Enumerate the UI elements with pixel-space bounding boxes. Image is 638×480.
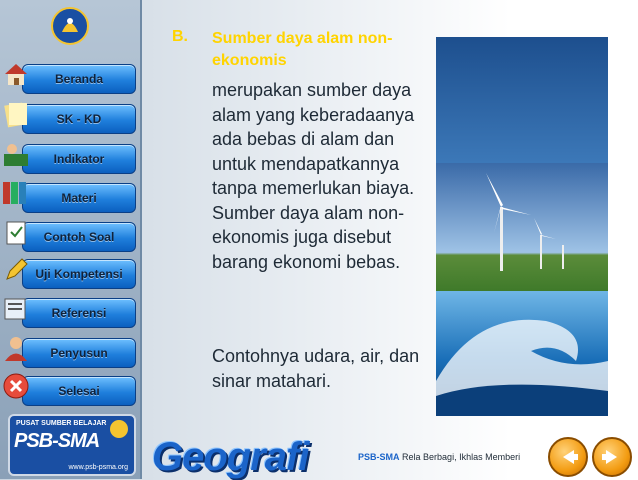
nav-label: SK - KD xyxy=(56,112,102,126)
nav-label: Uji Kompetensi xyxy=(35,267,123,281)
nav-materi-button[interactable] xyxy=(22,183,136,213)
nav-label: Penyusun xyxy=(50,346,108,360)
nav-sk-kd-button[interactable] xyxy=(22,104,136,134)
arrow-right-icon xyxy=(594,439,630,475)
home-icon xyxy=(2,60,30,88)
books-icon xyxy=(2,178,30,206)
nav-label: Selesai xyxy=(58,384,100,398)
psb-top-text: PUSAT SUMBER BELAJAR xyxy=(16,420,107,427)
clipboard-icon xyxy=(2,218,30,246)
footer-title: Geografi xyxy=(152,435,309,479)
prev-button[interactable] xyxy=(548,437,588,477)
close-icon xyxy=(2,372,30,400)
nav-indikator-button[interactable] xyxy=(22,144,136,174)
nav-label: Materi xyxy=(61,191,97,205)
arrow-left-icon xyxy=(550,439,586,475)
nav-label: Indikator xyxy=(53,152,105,166)
nav-contoh-soal-button[interactable] xyxy=(22,222,136,252)
next-button[interactable] xyxy=(592,437,632,477)
teacher-icon xyxy=(2,140,30,168)
nav-label: Beranda xyxy=(54,72,104,86)
wind-turbine-photo xyxy=(436,163,608,291)
psb-sma-logo[interactable] xyxy=(8,414,136,476)
section-heading: Sumber daya alam non-ekonomis xyxy=(212,30,393,69)
nav-uji-kompetensi-button[interactable] xyxy=(22,259,136,289)
sidebar xyxy=(0,0,142,479)
list-bullet: B. xyxy=(172,28,188,45)
slogan-brand: PSB-SMA xyxy=(358,452,400,462)
psb-url-text: www.psb-psma.org xyxy=(68,464,128,471)
sky-photo xyxy=(436,37,608,163)
person-icon xyxy=(2,334,30,362)
ocean-wave-photo xyxy=(436,291,608,416)
nav-label: Contoh Soal xyxy=(43,230,115,244)
nav-beranda-button[interactable] xyxy=(22,64,136,94)
nav-selesai-button[interactable] xyxy=(22,376,136,406)
wind-turbine-icon xyxy=(436,163,608,291)
wave-icon xyxy=(436,291,608,416)
footer-slogan xyxy=(358,452,520,462)
document-icon xyxy=(2,294,30,322)
tut-wuri-logo-icon xyxy=(50,6,90,46)
notes-icon xyxy=(2,100,30,128)
psb-main-text: PSB-SMA xyxy=(14,430,100,452)
pencil-icon xyxy=(2,256,30,284)
nav-label: Referensi xyxy=(51,306,107,320)
photo-column xyxy=(436,37,608,416)
slogan-text: Rela Berbagi, Ikhlas Memberi xyxy=(402,452,521,462)
nav-referensi-button[interactable] xyxy=(22,298,136,328)
psb-seal-icon xyxy=(110,420,128,438)
nav-penyusun-button[interactable] xyxy=(22,338,136,368)
body-paragraph: merupakan sumber daya alam yang keberadaanya ada bebas di alam dan untuk mendapatkannya tanpa memerlukan biaya. Sumber daya alam non-ekonomis juga disebut barang ekonomi bebas. xyxy=(212,80,415,272)
example-paragraph: Contohnya udara, air, dan sinar matahari. xyxy=(212,346,420,391)
